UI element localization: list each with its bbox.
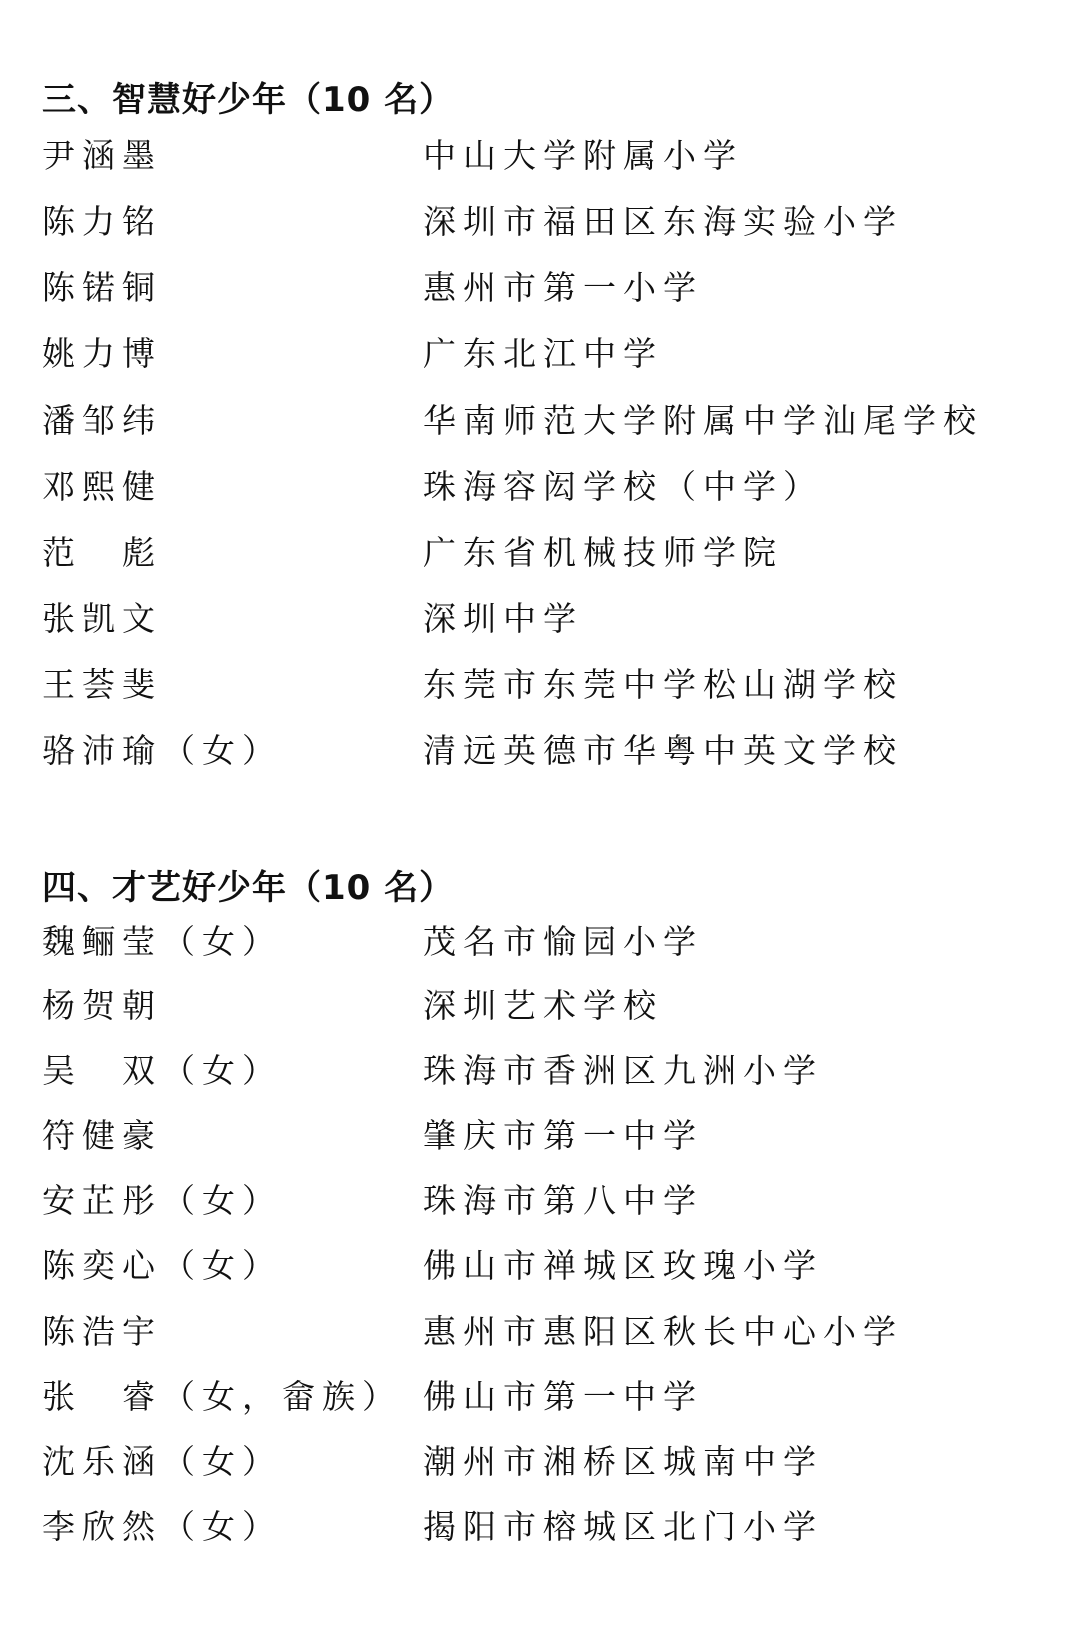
school-name: 中山大学附属小学 [423,136,743,175]
school-name: 珠海市第八中学 [423,1181,703,1220]
school-name: 深圳市福田区东海实验小学 [423,202,903,241]
list-item [42,659,1042,709]
student-name: 陈锘铜 [42,268,162,307]
student-name: 王荟斐 [42,665,162,704]
list-item [42,1306,1042,1356]
list-item [42,395,1042,445]
list-item [42,527,1042,577]
school-name: 珠海容闳学校（中学） [423,467,823,506]
school-name: 东莞市东莞中学松山湖学校 [423,665,903,704]
student-name: 吴 双（女） [42,1051,282,1090]
school-name: 深圳艺术学校 [423,986,663,1025]
student-name: 陈奕心（女） [42,1246,282,1285]
student-name: 邓熙健 [42,467,162,506]
section-title-zhihui: 三、智慧好少年（10 名） [42,80,455,120]
list-item [42,980,1042,1030]
student-name: 符健豪 [42,1116,162,1155]
list-item [42,328,1042,378]
student-name: 李欣然（女） [42,1507,282,1546]
school-name: 广东北江中学 [423,334,663,373]
student-name: 姚力博 [42,334,162,373]
list-item [42,130,1042,180]
student-name: 潘邹纬 [42,401,162,440]
school-name: 珠海市香洲区九洲小学 [423,1051,823,1090]
school-name: 惠州市第一小学 [423,268,703,307]
school-name: 揭阳市榕城区北门小学 [423,1507,823,1546]
list-item [42,1436,1042,1486]
school-name: 佛山市第一中学 [423,1377,703,1416]
list-item [42,1371,1042,1421]
section-title-caiyi: 四、才艺好少年（10 名） [42,868,455,908]
student-name: 安芷彤（女） [42,1181,282,1220]
list-item [42,461,1042,511]
list-item [42,1175,1042,1225]
list-item [42,725,1042,775]
student-name: 陈力铭 [42,202,162,241]
student-name: 杨贺朝 [42,986,162,1025]
list-item [42,1045,1042,1095]
student-name: 魏鲡莹（女） [42,922,282,961]
student-name: 张凯文 [42,599,162,638]
school-name: 茂名市愉园小学 [423,922,703,961]
school-name: 广东省机械技师学院 [423,533,783,572]
list-item [42,262,1042,312]
student-name: 范 彪 [42,533,162,572]
list-item [42,593,1042,643]
school-name: 潮州市湘桥区城南中学 [423,1442,823,1481]
list-item [42,1501,1042,1551]
student-name: 沈乐涵（女） [42,1442,282,1481]
student-name: 陈浩宇 [42,1312,162,1351]
school-name: 清远英德市华粤中英文学校 [423,731,903,770]
list-item [42,196,1042,246]
list-item [42,1110,1042,1160]
list-item [42,1240,1042,1290]
school-name: 肇庆市第一中学 [423,1116,703,1155]
list-item [42,916,1042,966]
school-name: 佛山市禅城区玫瑰小学 [423,1246,823,1285]
school-name: 深圳中学 [423,599,583,638]
student-name: 尹涵墨 [42,136,162,175]
student-name: 张 睿（女，畲族） [42,1377,402,1416]
school-name: 华南师范大学附属中学汕尾学校 [423,401,983,440]
school-name: 惠州市惠阳区秋长中心小学 [423,1312,903,1351]
student-name: 骆沛瑜（女） [42,731,282,770]
